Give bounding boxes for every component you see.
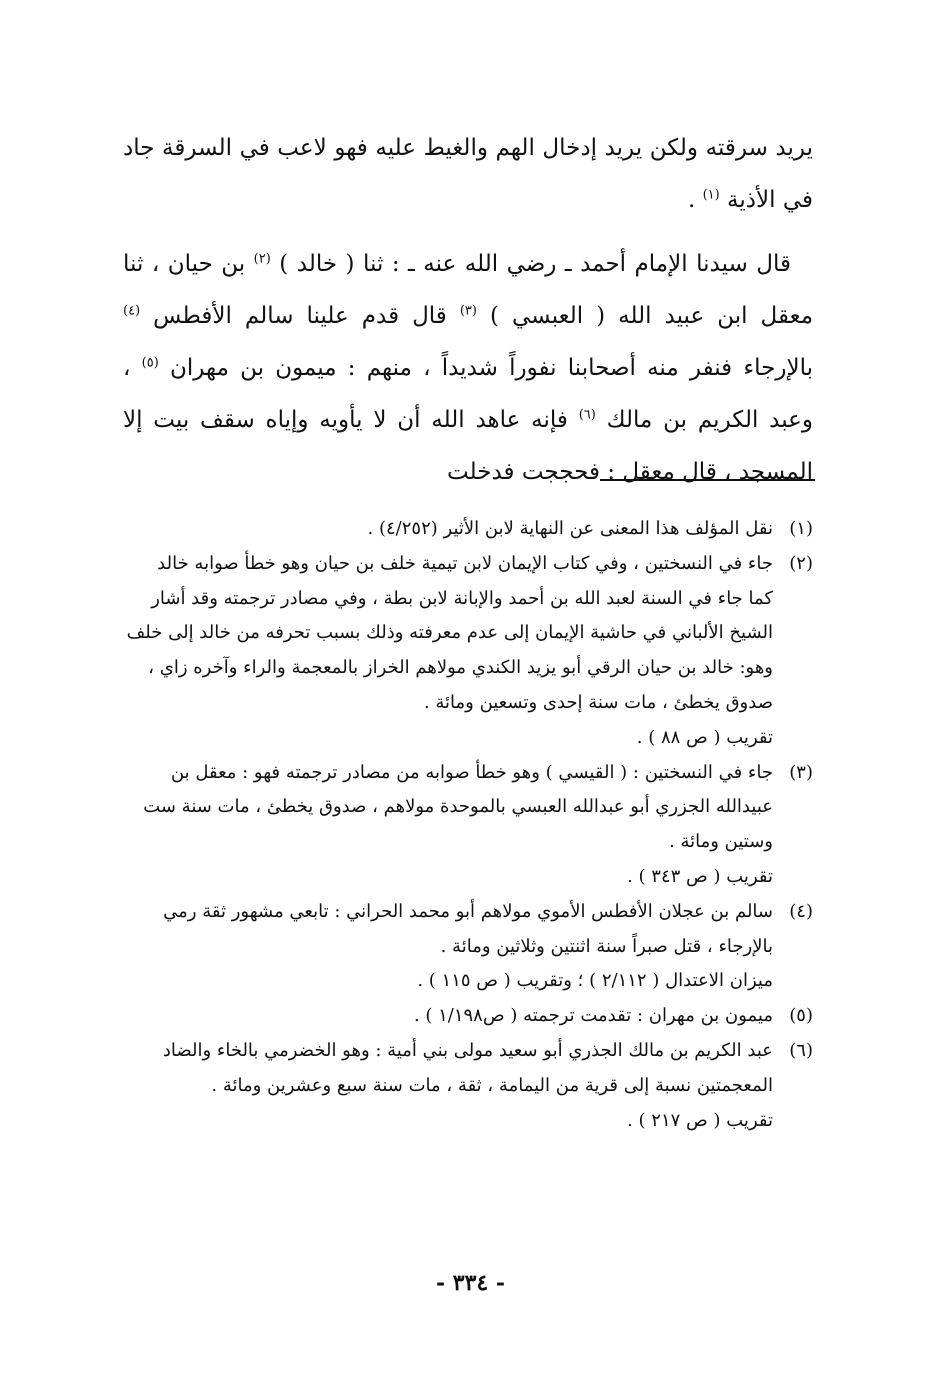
- footnote-5: [113, 999, 813, 1034]
- paragraph-2-part-4: بالإرجاء فنفر منه أصحابنا نفوراً شديداً ، منهم : ميمون بن مهران: [170, 355, 814, 381]
- footnotes-list: [113, 512, 813, 1138]
- footnote-3: [113, 756, 813, 895]
- footnote-line: وستين ومائة .: [669, 831, 773, 853]
- footnote-line: تقريب ( ص ٢١٧ ) .: [627, 1109, 773, 1131]
- paragraph-2-part-2: بن حيان ، ثنا معقل ابن عبيد الله ( العبسي ): [123, 251, 814, 329]
- paragraph-2-part-1: قال سيدنا الإمام أحمد ـ رضي الله عنه ـ : ثنا ( خالد ): [279, 251, 791, 277]
- footnote-line: الشيخ الألباني في حاشية الإيمان إلى عدم معرفته وذلك بسبب تحرفه من خالد إلى خلف: [126, 622, 773, 644]
- footnote-1: [113, 512, 813, 547]
- footnote-line: جاء في النسختين ، وفي كتاب الإيمان لابن تيمية خلف بن حيان وهو خطأ صوابه خالد: [157, 552, 773, 574]
- footnote-number: (٥): [789, 1005, 813, 1027]
- footnote-ref-3: (٣): [459, 303, 477, 319]
- footnote-line: عبيدالله الجزري أبو عبدالله العبسي بالموحدة مولاهم ، صدوق يخطئ ، مات سنة ست: [143, 796, 773, 818]
- footnote-line: صدوق يخطئ ، مات سنة إحدى وتسعين ومائة .: [423, 691, 773, 713]
- footnote-ref-5: (٥): [141, 355, 159, 371]
- footnote-line: كما جاء في السنة لعبد الله بن أحمد والإبانة لابن بطة ، وفي مصادر ترجمته وقد أشار: [151, 587, 773, 609]
- footnote-line: ميزان الاعتدال ( ٢/١١٢ ) ؛ وتقريب ( ص ١١٥ ) .: [417, 970, 773, 992]
- footnote-line: وهو: خالد بن حيان الرقي أبو يزيد الكندي مولاهم الخراز بالمعجمة والراء وآخره زاي ،: [148, 657, 773, 679]
- footnote-line: تقريب ( ص ٨٨ ) .: [636, 726, 773, 748]
- footnote-separator: [600, 479, 815, 481]
- paragraph-2-part-6: فإنه عاهد الله أن لا يأويه وإياه سقف بيت إلا المسجد ، قال معقل : فحججت فدخلت: [123, 407, 813, 485]
- footnote-ref-2: (٢): [253, 251, 271, 267]
- footnote-number: (٦): [789, 1039, 813, 1061]
- footnote-ref-4: (٤): [123, 303, 141, 319]
- footnote-ref-1: (١): [702, 187, 720, 203]
- paragraph-1: [123, 122, 813, 226]
- footnote-line: تقريب ( ص ٣٤٣ ) .: [627, 865, 773, 887]
- footnote-6: [113, 1034, 813, 1138]
- footnote-line: بالإرجاء ، قتل صبراً سنة اثنتين وثلاثين ومائة .: [440, 935, 773, 957]
- paragraph-1-end: .: [687, 187, 696, 213]
- footnote-number: (٤): [789, 900, 813, 922]
- paragraph-1-text: يريد سرقته ولكن يريد إدخال الهم والغيط عليه فهو لاعب في السرقة جاد في الأذية: [123, 135, 813, 213]
- footnote-line: جاء في النسختين : ( القيسي ) وهو خطأ صوابه من مصادر ترجمته فهو : معقل بن: [170, 761, 773, 783]
- footnote-line: المعجمتين نسبة إلى قرية من اليمامة ، ثقة ، مات سنة سبع وعشرين ومائة .: [211, 1074, 773, 1096]
- paragraph-2-part-3: قال قدم علينا سالم الأفطس: [153, 303, 447, 329]
- footnote-number: (٢): [789, 552, 813, 574]
- footnote-line: نقل المؤلف هذا المعنى عن النهاية لابن الأثير (٤/٢٥٢) .: [367, 518, 773, 539]
- footnote-line: سالم بن عجلان الأفطس الأموي مولاهم أبو محمد الحراني : تابعي مشهور ثقة رمي: [163, 900, 773, 922]
- page-number: - ٣٣٤ -: [435, 1270, 506, 1296]
- main-text: [123, 122, 813, 506]
- paragraph-2-part-5: ، وعبد الكريم بن مالك: [123, 355, 814, 433]
- footnote-line: ميمون بن مهران : تقدمت ترجمته ( ص١/١٩٨ ) .: [413, 1005, 773, 1027]
- footnote-2: [113, 547, 813, 756]
- footnote-ref-6: (٦): [578, 407, 596, 423]
- footnote-line: عبد الكريم بن مالك الجذري أبو سعيد مولى بني أمية : وهو الخضرمي بالخاء والضاد: [162, 1039, 773, 1061]
- footnote-number: (١): [789, 518, 813, 539]
- footnote-number: (٣): [789, 761, 813, 783]
- paragraph-2: [123, 238, 813, 498]
- footnote-4: [113, 895, 813, 999]
